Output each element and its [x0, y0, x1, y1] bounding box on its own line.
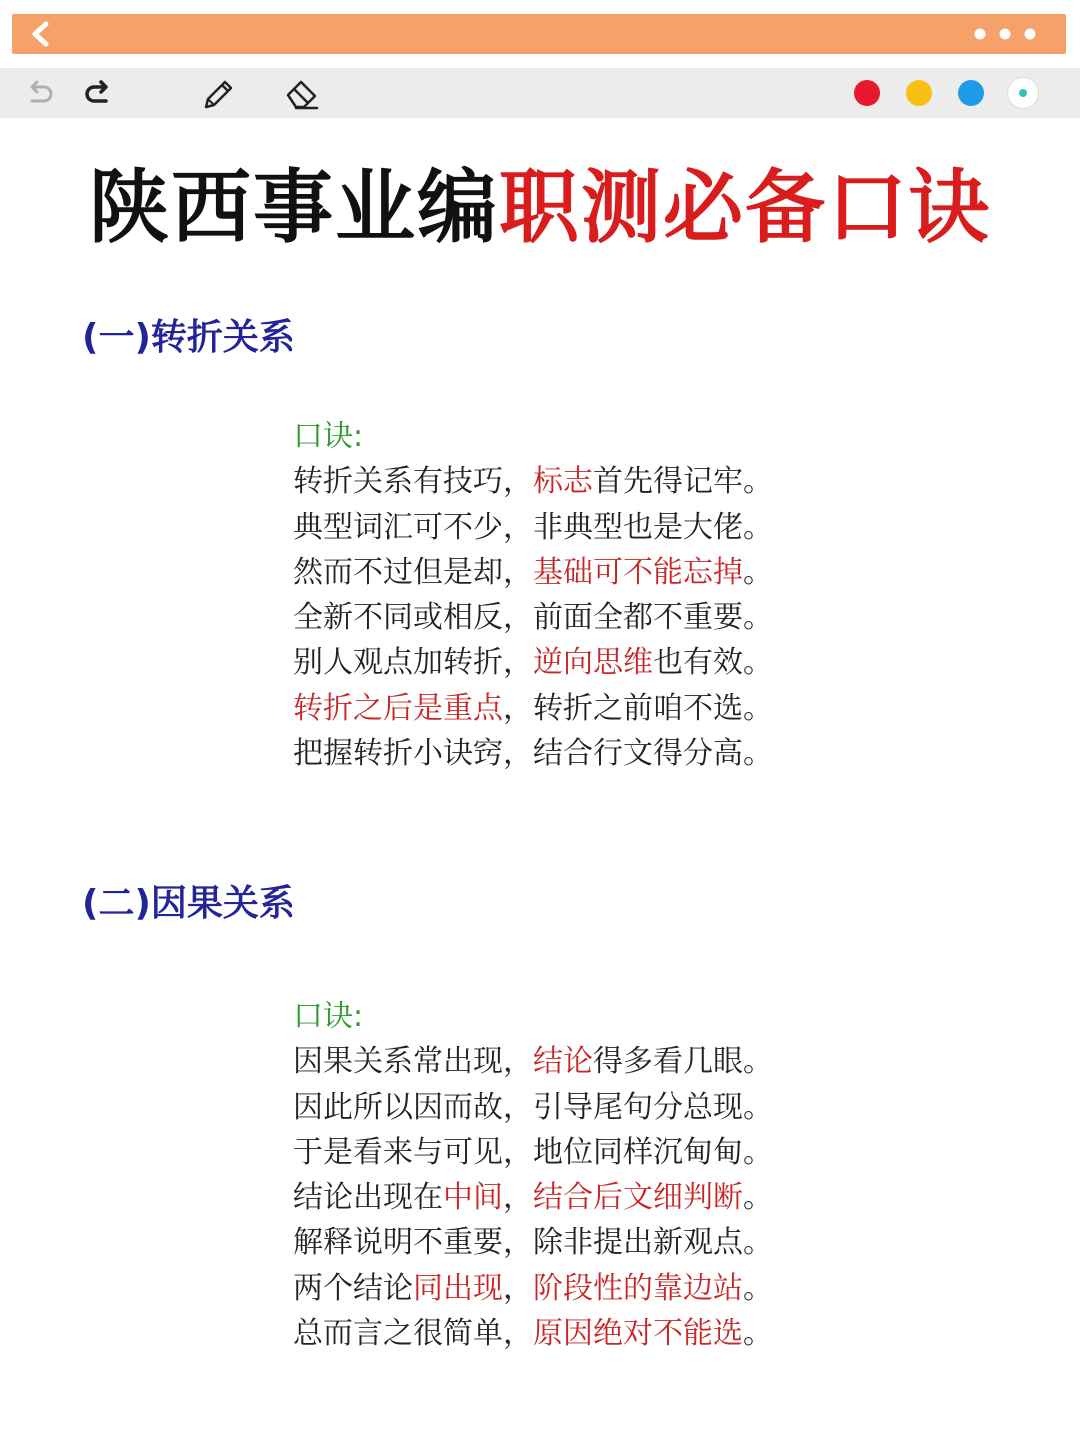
verse-lines	[293, 459, 993, 776]
verse-text: 得多看几眼。	[593, 1044, 773, 1080]
verse-text: 总而言之很简单，	[293, 1316, 533, 1352]
verse-text: 转折关系有技巧，	[293, 464, 533, 500]
color-swatch-red[interactable]	[854, 80, 880, 106]
verse-text: 别人观点加转折，	[293, 645, 533, 681]
verse-block-transition	[293, 414, 993, 776]
verse-label: 口诀:	[293, 419, 364, 454]
verse-line	[293, 1220, 993, 1265]
verse-line	[293, 731, 993, 776]
verse-text: ，转折之前咱不选。	[503, 690, 773, 726]
verse-text: 两个结论	[293, 1270, 413, 1306]
pencil-icon[interactable]	[200, 76, 236, 112]
top-app-bar	[12, 14, 1066, 54]
verse-text: 。	[743, 1316, 773, 1352]
verse-text: 解释说明不重要，除非提出新观点。	[293, 1225, 773, 1261]
verse-text: 因此所以因而故，引导尾句分总现。	[293, 1089, 773, 1125]
highlighted-text: 结论	[533, 1044, 593, 1080]
verse-text: ，	[503, 1180, 533, 1216]
verse-text: 结论出现在	[293, 1180, 443, 1216]
highlighted-text: 逆向思维	[533, 645, 653, 681]
verse-line	[293, 459, 993, 504]
verse-text: 然而不过但是却，	[293, 554, 533, 590]
highlighted-text: 阶段性的靠边站	[533, 1270, 743, 1306]
verse-text: 。	[743, 554, 773, 590]
highlighted-text: 标志	[533, 464, 593, 500]
highlighted-text: 原因绝对不能选	[533, 1316, 743, 1352]
verse-line	[293, 686, 993, 731]
verse-label: 口诀:	[293, 999, 364, 1034]
verse-text: 首先得记牢。	[593, 464, 773, 500]
highlighted-text: 结合后文细判断	[533, 1180, 743, 1216]
verse-block-causal	[293, 994, 993, 1356]
verse-text: ，	[503, 1270, 533, 1306]
title-part-black: 陕西事业编	[89, 161, 499, 254]
verse-lines	[293, 1039, 993, 1356]
undo-icon[interactable]	[22, 76, 58, 112]
verse-text: 。	[743, 1270, 773, 1306]
verse-text: 于是看来与可见，地位同样沉甸甸。	[293, 1134, 773, 1170]
section-heading-causal: (二)因果关系	[82, 883, 295, 924]
color-swatch-yellow[interactable]	[906, 80, 932, 106]
highlighted-text: 转折之后是重点	[293, 690, 503, 726]
section-heading-transition: (一)转折关系	[82, 317, 295, 358]
verse-text: 。	[743, 1180, 773, 1216]
eraser-icon[interactable]	[284, 76, 320, 112]
verse-text: 也有效。	[653, 645, 773, 681]
verse-text: 典型词汇可不少，非典型也是大佬。	[293, 509, 773, 545]
verse-text: 全新不同或相反，前面全都不重要。	[293, 600, 773, 636]
color-swatch-teal-selected[interactable]	[1008, 78, 1038, 108]
highlighted-text: 同出现	[413, 1270, 503, 1306]
verse-line	[293, 1266, 993, 1311]
verse-line	[293, 1085, 993, 1130]
back-arrow-icon[interactable]	[28, 21, 54, 47]
title-part-red: 职测必备口诀	[499, 161, 991, 254]
color-swatch-blue[interactable]	[958, 80, 984, 106]
verse-text: 因果关系常出现，	[293, 1044, 533, 1080]
more-options-icon[interactable]	[974, 28, 1036, 40]
drawing-toolbar	[0, 68, 1080, 118]
page-title	[0, 158, 1080, 258]
verse-line	[293, 1130, 993, 1175]
verse-line	[293, 640, 993, 685]
verse-line	[293, 1039, 993, 1084]
verse-line	[293, 505, 993, 550]
verse-text: 把握转折小诀窍，结合行文得分高。	[293, 736, 773, 772]
verse-line	[293, 595, 993, 640]
highlighted-text: 中间	[443, 1180, 503, 1216]
verse-line	[293, 550, 993, 595]
redo-icon[interactable]	[80, 76, 116, 112]
verse-line	[293, 1311, 993, 1356]
verse-line	[293, 1175, 993, 1220]
highlighted-text: 基础可不能忘掉	[533, 554, 743, 590]
